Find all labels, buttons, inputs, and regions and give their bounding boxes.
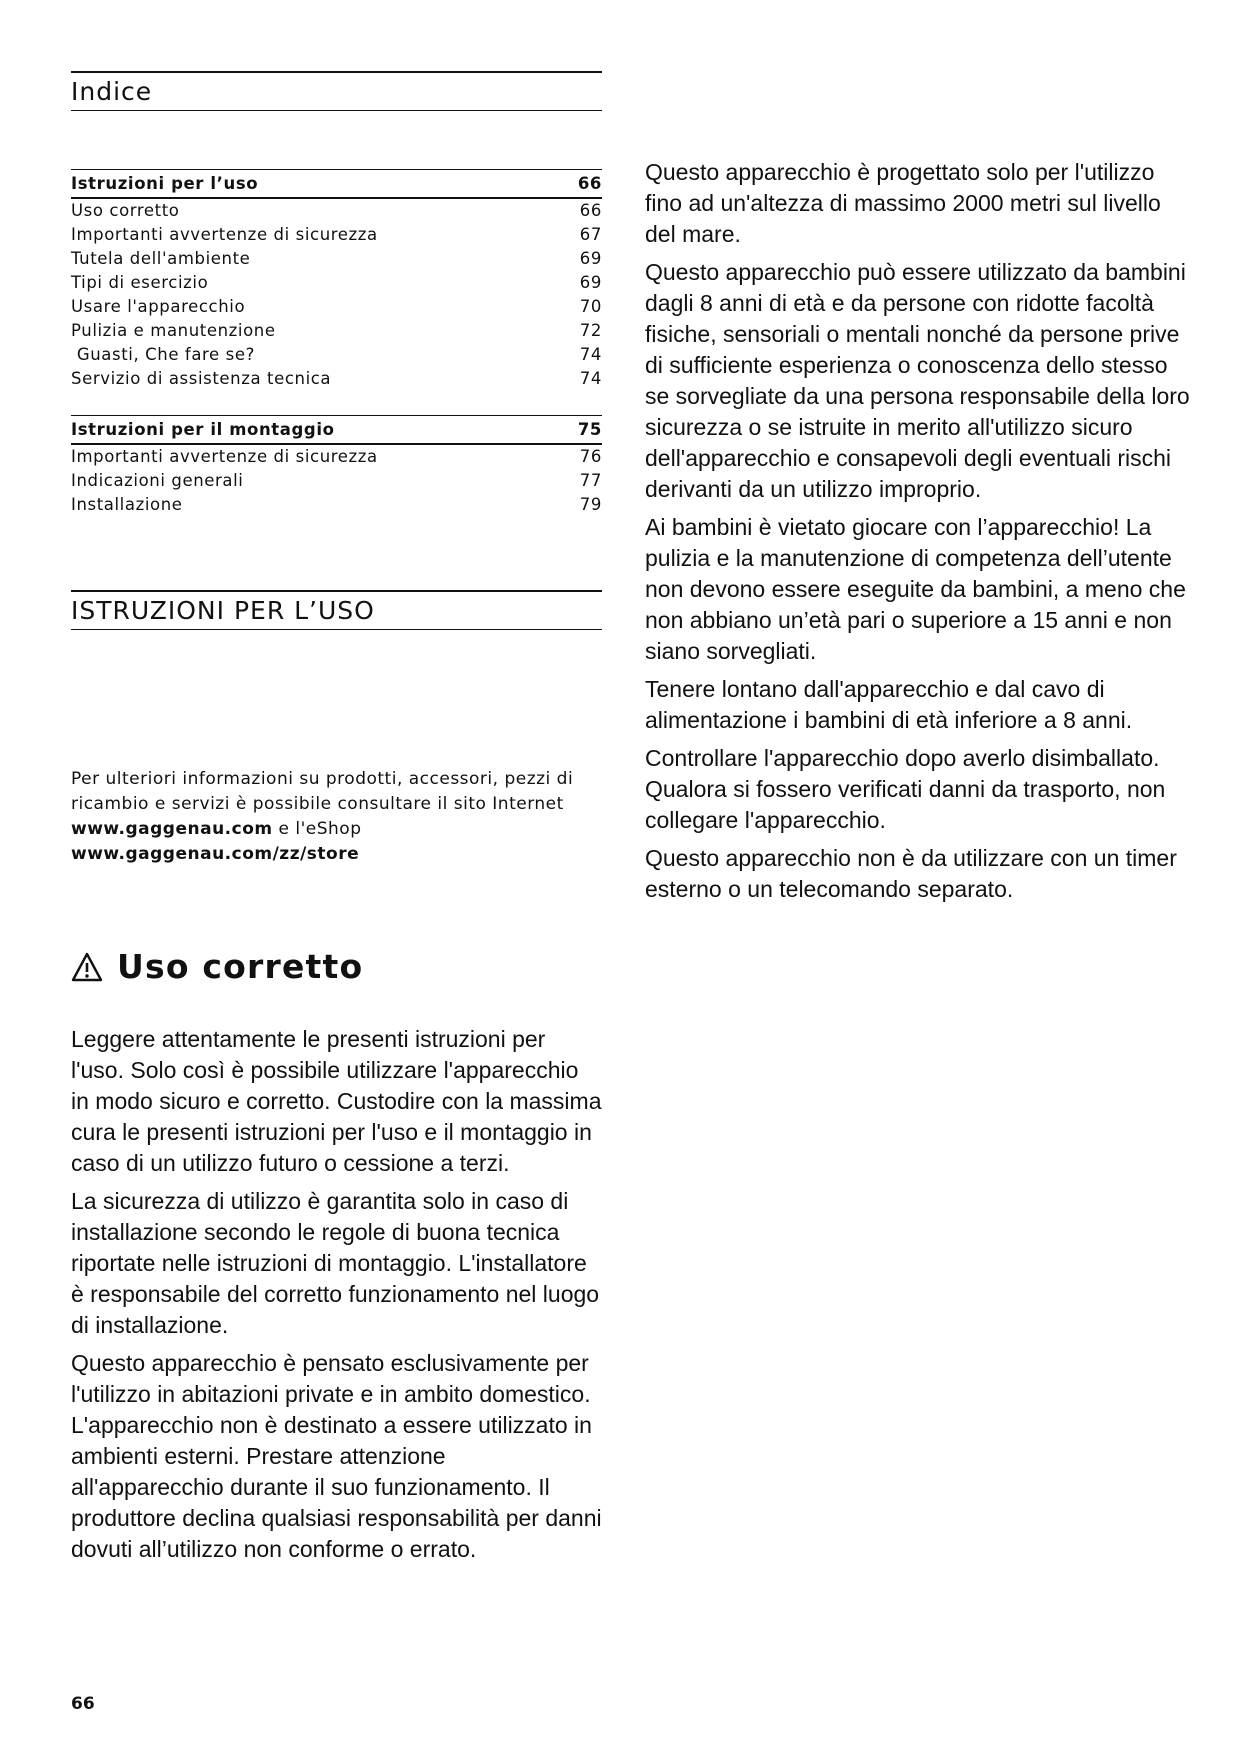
paragraph: Questo apparecchio non è da utilizzare con un timer esterno o un telecomando separato.	[645, 845, 1177, 902]
toc-heading-label: Istruzioni per il montaggio	[71, 420, 335, 439]
web-note	[71, 767, 602, 867]
toc-item-label: Installazione	[71, 495, 183, 514]
toc-heading-page: 66	[577, 174, 602, 193]
toc-item-page: 79	[579, 495, 602, 514]
toc-item-page: 66	[579, 201, 602, 220]
toc-item-label: Indicazioni generali	[71, 471, 244, 490]
toc-item-page: 77	[579, 471, 602, 490]
eshop-link[interactable]: www.gaggenau.com/zz/store	[71, 844, 360, 864]
toc-item[interactable]	[71, 469, 602, 493]
toc-item[interactable]	[71, 271, 602, 295]
paragraph: Leggere attentamente le presenti istruzioni per l'uso. Solo così è possibile utilizzare l'apparecchio in modo sicuro e corretto. Custodire con la massima cura le presenti istruzioni per l'uso e il montaggio in caso di un utilizzo futuro o cessione a terzi.	[71, 1026, 602, 1176]
page-number: 66	[71, 1694, 95, 1714]
toc-item-label: Importanti avvertenze di sicurezza	[71, 447, 378, 466]
paragraph: Questo apparecchio è progettato solo per l'utilizzo fino ad un'altezza di massimo 2000 metri sul livello del mare.	[645, 159, 1161, 247]
toc-heading-label: Istruzioni per l’uso	[71, 174, 259, 193]
table-of-contents	[71, 169, 602, 517]
toc-group-heading[interactable]	[71, 415, 602, 445]
toc-item[interactable]	[71, 247, 602, 271]
toc-item[interactable]	[71, 493, 602, 517]
toc-item-page: 76	[579, 447, 602, 466]
section-title-text: Uso corretto	[117, 947, 364, 986]
toc-item-page: 69	[579, 249, 602, 268]
left-column	[71, 71, 602, 1572]
toc-item[interactable]	[71, 319, 602, 343]
toc-item-page: 74	[579, 345, 602, 364]
toc-item[interactable]	[71, 199, 602, 223]
toc-item[interactable]	[71, 223, 602, 247]
toc-item-label: Servizio di assistenza tecnica	[71, 369, 332, 388]
index-heading: Indice	[71, 71, 602, 111]
website-link[interactable]: www.gaggenau.com	[71, 819, 273, 839]
instructions-heading: ISTRUZIONI PER L’USO	[71, 590, 602, 630]
paragraph: Ai bambini è vietato giocare con l’apparecchio! La pulizia e la manutenzione di competenza dell’utente non devono essere eseguite da bambini, a meno che non abbiano un’età pari o superiore a 15 anni e non siano sorvegliati.	[645, 514, 1186, 664]
web-note-text: e l'eShop	[272, 819, 362, 839]
toc-group-usage	[71, 169, 602, 391]
toc-item[interactable]	[71, 295, 602, 319]
toc-group-installation	[71, 415, 602, 517]
toc-item[interactable]	[71, 343, 602, 367]
web-note-text: Per ulteriori informazioni su prodotti, accessori, pezzi di ricambio e servizi è possibile consultare il sito Internet	[71, 769, 574, 814]
paragraph: Questo apparecchio può essere utilizzato da bambini dagli 8 anni di età e da persone con ridotte facoltà fisiche, sensoriali o mentali nonché da persone prive di sufficiente esperienza o conoscenza dello stesso se sorvegliate da una persona responsabile della loro sicurezza o se istruite in merito all'utilizzo sicuro dell'apparecchio e consapevoli degli eventuali rischi derivanti da un utilizzo improprio.	[645, 259, 1190, 502]
toc-item-label: Importanti avvertenze di sicurezza	[71, 225, 378, 244]
paragraph: Controllare l'apparecchio dopo averlo disimballato. Qualora si fossero verificati danni da trasporto, non collegare l'apparecchio.	[645, 745, 1166, 833]
toc-item-page: 67	[579, 225, 602, 244]
toc-item-page: 72	[579, 321, 602, 340]
right-column	[645, 157, 1190, 912]
paragraph: La sicurezza di utilizzo è garantita solo in caso di installazione secondo le regole di buona tecnica riportate nelle istruzioni di montaggio. L'installatore è responsabile del corretto funzionamento nel luogo di installazione.	[71, 1188, 600, 1338]
toc-item[interactable]	[71, 445, 602, 469]
toc-item-label: Tutela dell'ambiente	[71, 249, 251, 268]
toc-item-label: Guasti, Che fare se?	[71, 345, 255, 364]
toc-item-label: Uso corretto	[71, 201, 180, 220]
toc-group-heading[interactable]	[71, 169, 602, 199]
toc-item-page: 69	[579, 273, 602, 292]
toc-item-label: Usare l'apparecchio	[71, 297, 246, 316]
toc-item-label: Tipi di esercizio	[71, 273, 209, 292]
section-title	[71, 947, 602, 986]
toc-heading-page: 75	[577, 420, 602, 439]
toc-item-label: Pulizia e manutenzione	[71, 321, 276, 340]
toc-item-page: 74	[579, 369, 602, 388]
left-body	[71, 1024, 602, 1565]
paragraph: Tenere lontano dall'apparecchio e dal cavo di alimentazione i bambini di età inferiore a 8 anni.	[645, 676, 1133, 733]
warning-triangle-icon	[71, 952, 103, 982]
toc-item[interactable]	[71, 367, 602, 391]
toc-item-page: 70	[579, 297, 602, 316]
paragraph: Questo apparecchio è pensato esclusivamente per l'utilizzo in abitazioni private e in ambito domestico. L'apparecchio non è destinato a essere utilizzato in ambienti esterni. Prestare attenzione all'apparecchio durante il suo funzionamento. Il produttore declina qualsiasi responsabilità per danni dovuti all’utilizzo non conforme o errato.	[71, 1350, 602, 1562]
